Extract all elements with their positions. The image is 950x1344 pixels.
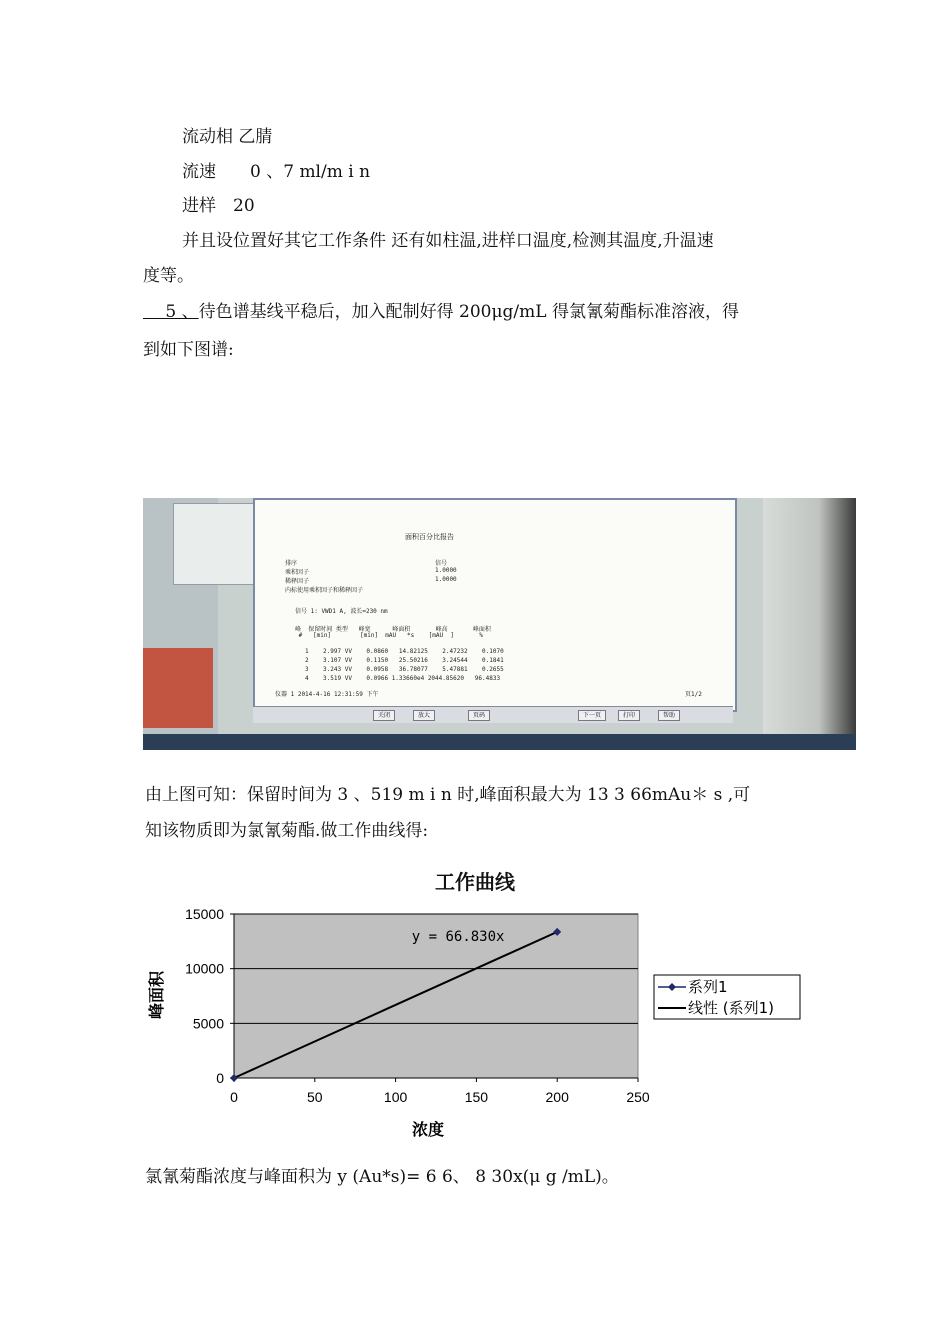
flow-rate-text: 流速 0 、7 ml/m i n	[182, 162, 371, 182]
report-multiplier-label: 乘积因子	[285, 569, 310, 576]
photo-taskbar	[143, 734, 856, 750]
close-button[interactable]: 关闭	[373, 710, 395, 721]
print-button[interactable]: 打印	[618, 710, 640, 721]
report-sort-label: 排序	[285, 560, 298, 567]
zoom-button[interactable]: 放大	[413, 710, 435, 721]
report-table-header-units: # [min] [min] mAU *s [mAU ] %	[295, 632, 483, 639]
injection-text: 进样 20	[182, 196, 255, 216]
chart-title: 工作曲线	[435, 870, 515, 894]
conditions-text: 并且设位置好其它工作条件 还有如柱温,进样口温度,检测其温度,升温速	[182, 231, 714, 251]
report-signal: 信号 1: VWD1 A, 波长=230 nm	[295, 608, 388, 615]
x-axis-label: 浓度	[411, 1120, 445, 1139]
report-table-header: 峰 保留时间 类型 峰宽 峰面积 峰高 峰面积	[295, 626, 491, 633]
next-page-button[interactable]: 下一页	[578, 710, 606, 721]
step5-text-cont: 到如下图谱:	[143, 340, 234, 360]
mobile-phase-text: 流动相 乙腈	[182, 127, 273, 147]
report-dilution-label: 稀释因子	[285, 578, 310, 585]
report-toolbar	[253, 706, 733, 723]
photo-screen-edge	[763, 498, 856, 750]
report-footer: 仪器 1 2014-4-16 12:31:59 下午	[275, 691, 379, 698]
x-tick-label: 100	[383, 1089, 408, 1105]
report-table-row: 2 3.107 VV 0.1150 25.50216 3.24544 0.1841	[305, 657, 504, 664]
report-table-row: 1 2.997 VV 0.0860 14.82125 2.47232 0.1070	[305, 648, 504, 655]
report-title: 面积百分比报告	[405, 533, 454, 541]
photo-red-strip	[143, 648, 213, 728]
y-tick-label: 15000	[185, 906, 224, 922]
x-tick-label: 50	[307, 1089, 323, 1105]
x-tick-label: 250	[626, 1089, 650, 1105]
step5-body: 待色谱基线平稳后，加入配制好得 200μg/mL 得氯氰菊酯标准溶液，得	[198, 302, 739, 322]
y-tick-label: 5000	[192, 1015, 224, 1032]
report-table-row: 4 3.519 VV 0.0966 1.33660e4 2044.85620 96.4833	[305, 675, 501, 682]
legend-series-label: 系列1	[688, 978, 728, 996]
report-multiplier-value: 1.0000	[435, 567, 457, 574]
report-sort-value: 信号	[435, 560, 448, 567]
report-page-number: 页1/2	[685, 691, 702, 698]
legend-trend-label: 线性 (系列1)	[688, 999, 775, 1017]
report-dilution-value: 1.0000	[435, 576, 457, 583]
y-tick-label: 0	[216, 1070, 224, 1086]
x-tick-label: 150	[464, 1089, 489, 1105]
result-text: 由上图可知：保留时间为 3 、519 m i n 时,峰面积最大为 13 3 66mAu＊ s ,可	[145, 785, 751, 805]
y-axis-label: 峰面积	[147, 970, 166, 1020]
report-note: 内标使用乘积因子和稀释因子	[285, 587, 364, 594]
x-tick-label: 200	[545, 1089, 569, 1105]
step5-text	[143, 301, 739, 323]
x-tick-label: 0	[230, 1089, 238, 1105]
chromatogram-report-photo	[143, 498, 856, 750]
help-button[interactable]: 帮助	[658, 710, 680, 721]
conclusion-text: 氯氰菊酯浓度与峰面积为 y (Au*s)= 6 6、 8 30x(μ g /mL)。	[145, 1167, 619, 1187]
trendline-equation: y = 66.830x	[411, 928, 505, 945]
working-curve-chart	[140, 895, 820, 1145]
result-text-cont: 知该物质即为氯氰菊酯.做工作曲线得:	[145, 821, 429, 841]
conditions-text-cont: 度等。	[143, 266, 194, 286]
step5-number: 5 、	[143, 302, 199, 322]
photo-report-window	[253, 498, 737, 712]
report-table-row: 3 3.243 VV 0.0958 36.78077 5.47881 0.2655	[305, 666, 504, 673]
page-number-field[interactable]: 页码	[468, 710, 490, 721]
y-tick-label: 10000	[185, 960, 224, 977]
